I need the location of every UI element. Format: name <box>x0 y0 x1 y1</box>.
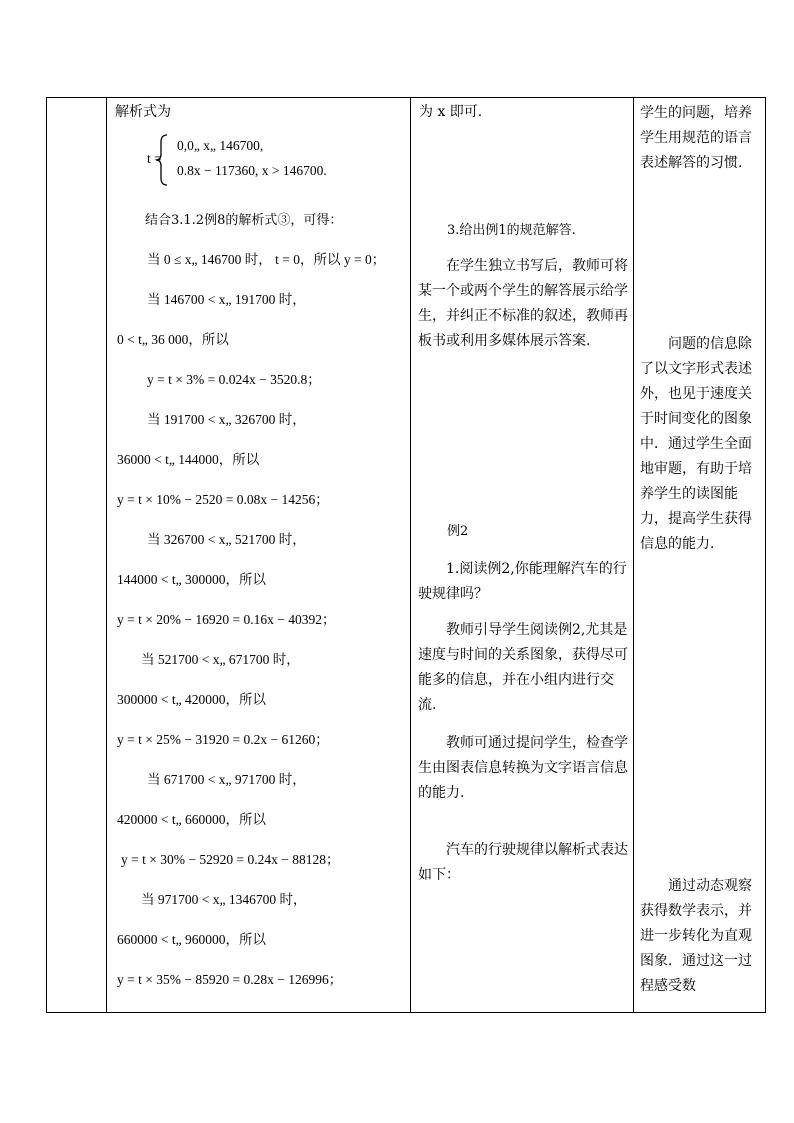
note-text: 学生的问题，培养学生用规范的语言表述解答的习惯. <box>640 105 752 171</box>
derivation-line: y = t × 3% = 0.024x − 3520.8； <box>147 372 321 387</box>
derivation-line: y = t × 10% − 2520 = 0.08x − 14256； <box>117 492 329 507</box>
derivation-line: y = t × 25% − 31920 = 0.2x − 61260； <box>117 732 329 747</box>
activity-top-text: 为 x 即可. <box>419 104 483 120</box>
note-text: 通过动态观察获得数学表示，并进一步转化为直观图象．通过这一过程感受数 <box>640 878 752 994</box>
note-text: 问题的信息除了以文字形式表述外，也见于速度关于时间变化的图象中．通过学生全面地审题，有助于培养学生的读图能力，提高学生获得信息的能力. <box>640 336 752 552</box>
piecewise-case-1: 0,0„ x„ 146700, <box>177 138 264 153</box>
derivation-line: y = t × 35% − 85920 = 0.28x − 126996； <box>117 972 343 987</box>
stage-column <box>47 98 107 1013</box>
activity-paragraph: 汽车的行驶规律以解析式表达如下： <box>418 842 628 883</box>
derivation-line: 420000 < t„ 660000，所以 <box>117 812 266 827</box>
activity-paragraph: 在学生独立书写后，教师可将某一个或两个学生的解答展示给学生，并纠正不标准的叙述，教师再板书或利用多媒体展示答案. <box>418 258 628 349</box>
derivation-line: y = t × 20% − 16920 = 0.16x − 40392； <box>117 612 336 627</box>
example2-label: 例2 <box>447 524 469 539</box>
activity-column <box>411 98 634 1013</box>
derivation-line: 144000 < t„ 300000，所以 <box>117 572 266 587</box>
derivation-line: 当 971700 < x„ 1346700 时， <box>141 892 307 907</box>
activity-paragraph: 教师引导学生阅读例2,尤其是速度与时间的关系图象，获得尽可能多的信息，并在小组内进行交流. <box>418 622 628 713</box>
derivation-line: 当 191700 < x„ 326700 时， <box>147 412 306 427</box>
derivation-line: 660000 < t„ 960000，所以 <box>117 932 266 947</box>
question1-text: 1.阅读例2,你能理解汽车的行驶规律吗？ <box>418 561 627 602</box>
derivation-line: 300000 < t„ 420000，所以 <box>117 692 266 707</box>
derivation-line: 36000 < t„ 144000，所以 <box>117 452 260 467</box>
table-row <box>47 98 766 1013</box>
derivation-line: y = t × 30% − 52920 = 0.24x − 88128； <box>121 852 340 867</box>
combine-text: 结合3.1.2例8的解析式③，可得： <box>145 213 343 228</box>
brace-icon <box>153 133 173 187</box>
derivation-line: 0 < t„ 36 000，所以 <box>117 332 229 347</box>
notes-column <box>634 98 766 1013</box>
derivation-line: 当 146700 < x„ 191700 时， <box>147 292 306 307</box>
piecewise-lhs: t = <box>147 151 162 166</box>
intro-text: 解析式为 <box>115 104 171 120</box>
derivation-line: 当 326700 < x„ 521700 时， <box>147 532 306 547</box>
activity-paragraph: 教师可通过提问学生，检查学生由图表信息转换为文字语言信息的能力. <box>418 735 628 801</box>
piecewise-case-2: 0.8x − 117360, x > 146700. <box>177 163 327 178</box>
derivation-line: 当 0 ≤ x„ 146700 时， t = 0，所以 y = 0； <box>147 252 386 267</box>
content-column <box>107 98 411 1013</box>
derivation-line: 当 671700 < x„ 971700 时， <box>147 772 306 787</box>
derivation-line: 当 521700 < x„ 671700 时， <box>141 652 300 667</box>
step3-text: 3.给出例1的规范解答. <box>447 223 576 238</box>
lesson-plan-table <box>46 97 766 1013</box>
